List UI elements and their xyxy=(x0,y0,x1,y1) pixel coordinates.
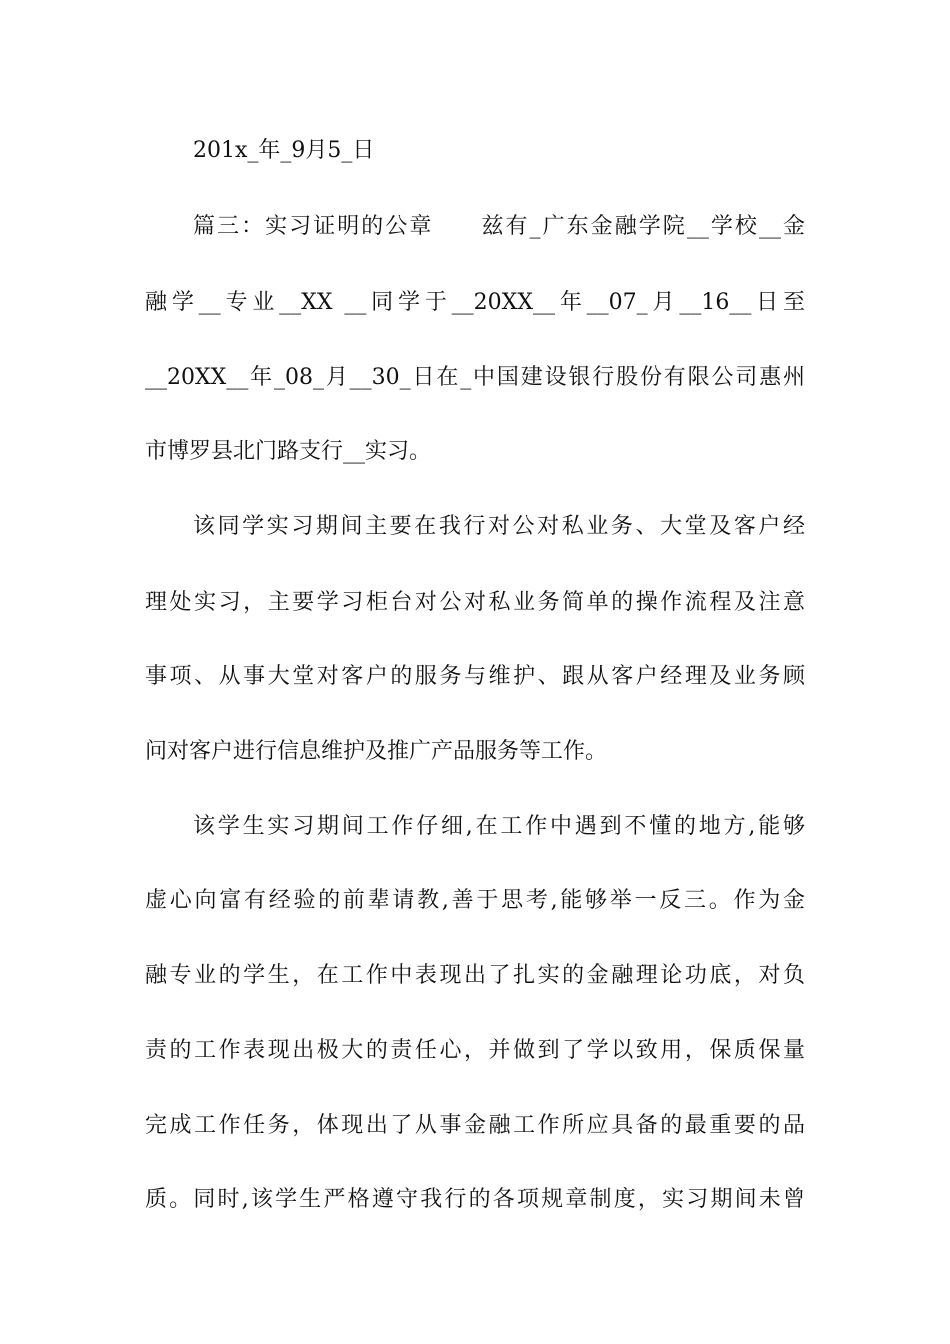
paragraph-line: __20XX__年_08_月__30_日在_中国建设银行股份有限公司惠州 xyxy=(145,365,805,390)
paragraph-line: 虚心向富有经验的前辈请教,善于思考,能够举一反三。作为金 xyxy=(145,888,805,913)
paragraph-line: 事项、从事大堂对客户的服务与维护、跟从客户经理及业务顾 xyxy=(145,664,805,689)
paragraph-line: 完成工作任务，体现出了从事金融工作所应具备的最重要的品 xyxy=(145,1113,805,1138)
date-line: 201x_年_9月5_日 xyxy=(193,138,375,163)
paragraph-line: 问对客户进行信息维护及推广产品服务等工作。 xyxy=(145,739,608,764)
paragraph-line: 理处实习，主要学习柜台对公对私业务简单的操作流程及注意 xyxy=(145,590,805,615)
paragraph-line: 责的工作表现出极大的责任心，并做到了学以致用，保质保量 xyxy=(145,1038,805,1063)
paragraph-line: 篇三：实习证明的公章 兹有_广东金融学院__学校__金 xyxy=(193,214,805,239)
paragraph-line: 质。同时,该学生严格遵守我行的各项规章制度，实习期间未曾 xyxy=(145,1187,805,1212)
paragraph-line: 该学生实习期间工作仔细,在工作中遇到不懂的地方,能够 xyxy=(193,814,805,839)
paragraph-line: 市博罗县北门路支行__实习。 xyxy=(145,439,432,464)
paragraph-line: 融学__专业__XX __同学于__20XX__年__07_月__16__日至 xyxy=(145,290,805,315)
paragraph-line: 该同学实习期间主要在我行对公对私业务、大堂及客户经 xyxy=(193,514,805,539)
paragraph-line: 融专业的学生，在工作中表现出了扎实的金融理论功底，对负 xyxy=(145,963,805,988)
